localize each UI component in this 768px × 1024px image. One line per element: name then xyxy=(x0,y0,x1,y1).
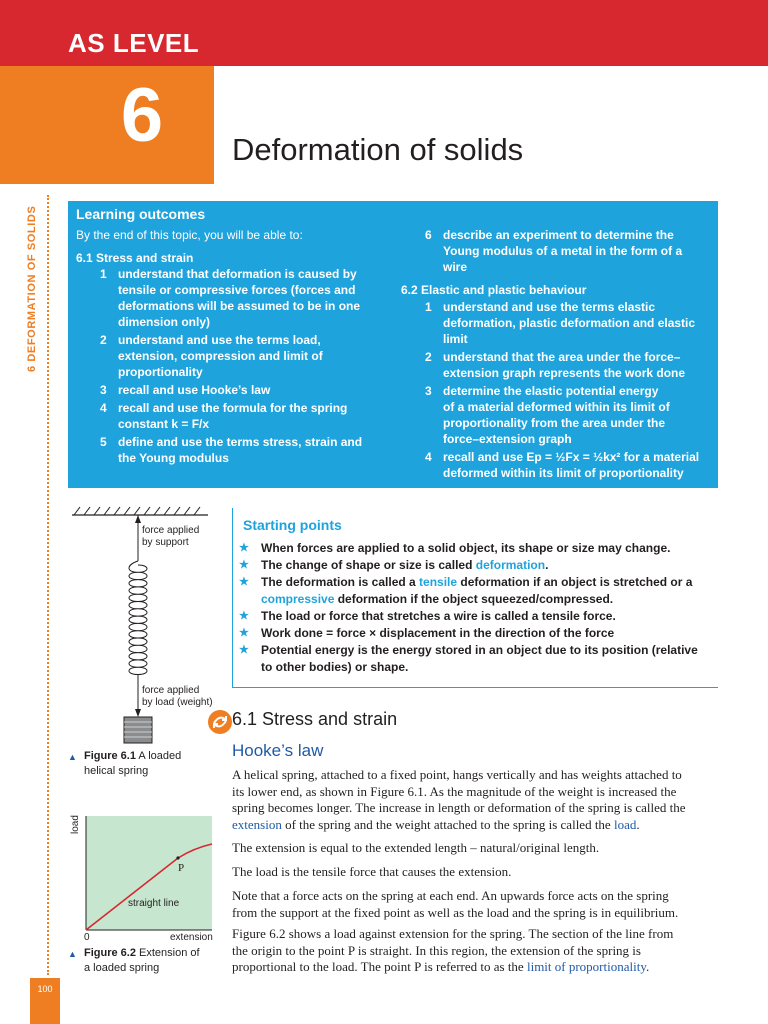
header-bar xyxy=(0,0,768,66)
chapter-title: Deformation of solids xyxy=(232,132,524,167)
outcome-number: 5 xyxy=(100,435,107,449)
paragraph-4: Note that a force acts on the spring at each end. An upwards force acts on the spring from the support at the fixed point as well as the load and the spring is in equilibrium. xyxy=(232,888,679,920)
outcome-text: recall and use Hooke’s law xyxy=(118,383,271,397)
page-number-tab xyxy=(30,978,60,1024)
star-bullet-icon: ★ xyxy=(239,610,249,622)
outcome-number: 6 xyxy=(425,228,432,242)
chapter-number-block xyxy=(0,66,214,184)
figure-1-caption: ▲ Figure 6.1 A loaded helical spring xyxy=(68,750,182,777)
section-title: 6.1 Stress and strain xyxy=(232,709,398,729)
outcomes-title: Learning outcomes xyxy=(76,206,206,222)
outcome-number: 3 xyxy=(100,383,107,397)
label-force-load: force applied by load (weight) xyxy=(142,685,213,708)
chapter-number: 6 xyxy=(120,73,164,158)
paragraph-5: Figure 6.2 shows a load against extension for the spring. The section of the line from the origin to the point P is straight. In this region, the extension of the spring is proportional to the load. The point P is referred to as the limit of proportionality. xyxy=(232,926,674,975)
outcome-number: 4 xyxy=(100,401,107,415)
subsection-title: Hooke’s law xyxy=(232,741,324,760)
starting-points-title: Starting points xyxy=(243,517,342,533)
graph-origin-label: 0 xyxy=(84,932,90,943)
star-bullet-icon: ★ xyxy=(239,559,249,571)
outcome-number: 1 xyxy=(425,300,432,314)
load-extension-plot xyxy=(68,812,218,944)
outcomes-section-1: 6.1 Stress and strain xyxy=(76,251,194,265)
outcomes-intro: By the end of this topic, you will be able to: xyxy=(76,228,303,242)
keyword-load: load xyxy=(613,817,637,833)
outcome-text: describe an experiment to determine the Young modulus of a metal in the form of a wire xyxy=(443,228,683,274)
outcome-number: 1 xyxy=(100,267,107,281)
caption-triangle-icon: ▲ xyxy=(68,752,77,762)
outcomes-section-2: 6.2 Elastic and plastic behaviour xyxy=(401,283,587,297)
starting-points-box: Starting points ★ When forces are applied to a solid object, its shape or size may change. ★ The change of shape or size is called deformation. ★ The deformation is called a tensile deformation if an object is stretched or a compressive deformation if the object squeezed/compressed. ★ The load or force that stretches a wire is called a tensile force. ★ Work done = force × displacement in the direction of the force ★ Potential energy is the energy stored in an object due to its position (relative to other bodies) or shape. xyxy=(232,508,718,688)
outcome-text: understand that the area under the force– extension graph represents the work done xyxy=(443,350,686,380)
figure-load-extension-graph xyxy=(68,812,218,944)
paragraph-1: A helical spring, attached to a fixed point, hangs vertically and has weights attached to its lower end, as shown in Figure 6.1. As the magnitude of the weight is increased the spring becomes longer. The increase in length or deformation of the spring is called the extension of the spring and the weight attached to the spring is called the load. xyxy=(232,767,686,833)
keyword-extension: extension xyxy=(232,817,282,833)
outcome-text: recall and use the formula for the spring constant k = F/x xyxy=(118,401,348,431)
outcome-text: recall and use Ep = ½Fx = ½kx² for a material deformed within its limit of proportionality xyxy=(443,450,700,480)
outcome-text: determine the elastic potential energy of a material deformed within its limit of proportionality from the area under the force–extension graph xyxy=(443,384,670,446)
star-bullet-icon: ★ xyxy=(239,627,249,639)
outcome-text: understand that deformation is caused by tensile or compressive forces (forces and deformations will be assumed to be in one dimension only) xyxy=(118,267,361,329)
star-bullet-icon: ★ xyxy=(239,576,249,588)
page-number: 100 xyxy=(37,984,53,994)
outcome-text: understand and use the terms load, extension, compression and limit of proportionality xyxy=(118,333,323,379)
keyword-limit-of-proportionality: limit of proportionality xyxy=(526,959,646,975)
paragraph-2: The extension is equal to the extended length – natural/original length. xyxy=(232,840,600,855)
graph-x-label: extension xyxy=(170,932,213,943)
side-dotted-rule xyxy=(47,195,49,975)
figure-2-caption: ▲ Figure 6.2 Extension of a loaded spring xyxy=(68,947,200,974)
star-bullet-icon: ★ xyxy=(239,644,249,656)
side-tab-label: 6 DEFORMATION OF SOLIDS xyxy=(26,205,38,372)
graph-point-p-label: P xyxy=(178,862,185,874)
outcome-text: define and use the terms stress, strain and the Young modulus xyxy=(118,435,363,465)
learning-outcomes-box xyxy=(68,201,718,488)
graph-y-label: load xyxy=(70,815,81,834)
figure-spring xyxy=(68,505,218,745)
level-label: AS LEVEL xyxy=(68,28,200,58)
paragraph-3: The load is the tensile force that causes the extension. xyxy=(232,864,512,879)
section-link-icon xyxy=(208,710,232,734)
outcome-number: 4 xyxy=(425,450,432,464)
outcome-number: 2 xyxy=(100,333,107,347)
caption-triangle-icon: ▲ xyxy=(68,949,77,959)
star-bullet-icon: ★ xyxy=(239,542,249,554)
outcome-number: 3 xyxy=(425,384,432,398)
graph-line-label: straight line xyxy=(128,898,180,909)
label-force-support: force applied by support xyxy=(142,525,200,548)
outcome-text: understand and use the terms elastic deformation, plastic deformation and elastic limit xyxy=(443,300,696,346)
outcome-number: 2 xyxy=(425,350,432,364)
